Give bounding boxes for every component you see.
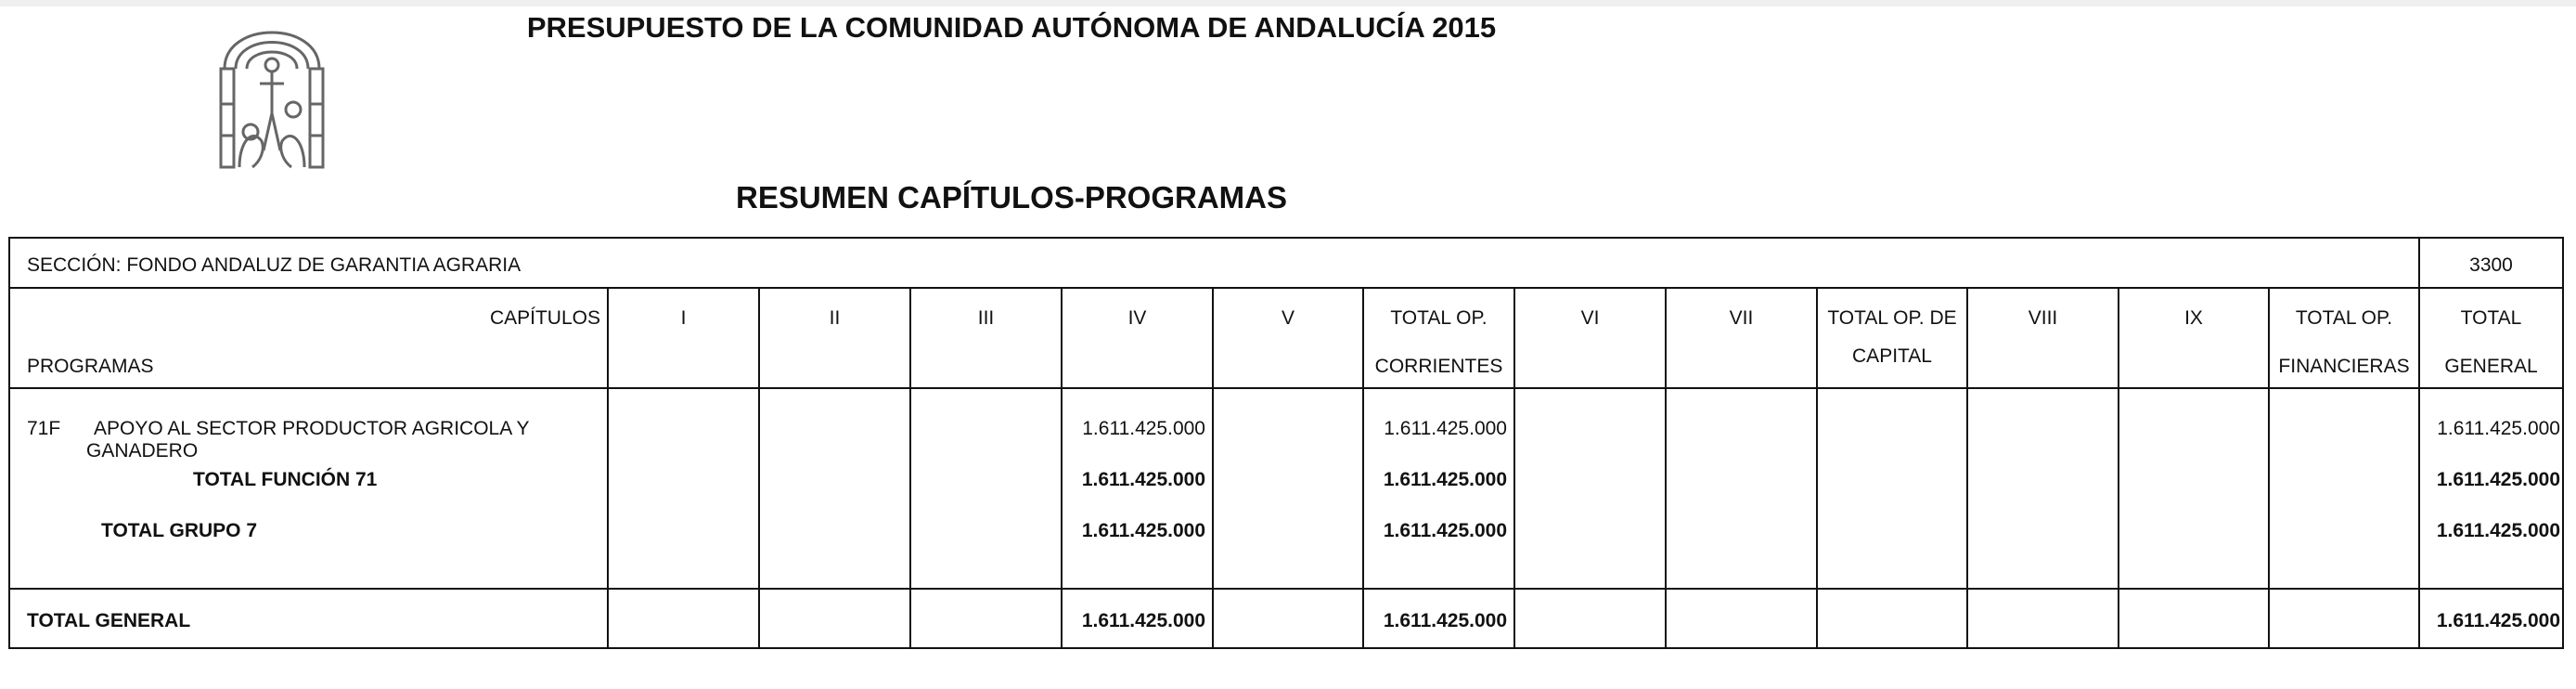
total-funcion-corrientes-value: 1.611.425.000	[1383, 469, 1507, 490]
total-grupo-corrientes-value: 1.611.425.000	[1383, 520, 1507, 541]
table-divider	[10, 588, 2562, 590]
page-subtitle: RESUMEN CAPÍTULOS-PROGRAMAS	[735, 180, 1288, 214]
column-divider	[1665, 287, 1667, 649]
program-total-general-value: 1.611.425.000	[2437, 418, 2560, 439]
column-divider	[1061, 287, 1063, 649]
header-col-total-capital-line1: TOTAL OP. DE	[1827, 307, 1957, 329]
total-funcion-iv-value: 1.611.425.000	[1081, 469, 1205, 490]
header-col-ix: IX	[2184, 307, 2203, 329]
header-col-total-capital-line2: CAPITAL	[1852, 345, 1932, 367]
header-col-iv: IV	[1127, 307, 1147, 329]
table-divider	[10, 287, 2562, 289]
column-divider	[1212, 287, 1214, 649]
total-grupo-label: TOTAL GRUPO 7	[101, 520, 258, 541]
total-grupo-general-value: 1.611.425.000	[2436, 520, 2560, 541]
column-divider	[2118, 287, 2119, 649]
header-col-vii: VII	[1729, 307, 1754, 329]
header-col-viii: VIII	[2028, 307, 2058, 329]
total-funcion-general-value: 1.611.425.000	[2436, 469, 2560, 490]
header-col-i: I	[680, 307, 687, 329]
column-divider	[1966, 287, 1968, 649]
header-col-total-financieras-line1: TOTAL OP.	[2295, 307, 2393, 329]
header-capitulos: CAPÍTULOS	[489, 307, 600, 329]
column-divider	[2418, 239, 2420, 649]
top-strip	[0, 0, 2576, 6]
header-col-total-corrientes-line2: CORRIENTES	[1374, 356, 1503, 377]
section-code: 3300	[2469, 254, 2513, 276]
header-col-vi: VI	[1580, 307, 1600, 329]
column-divider	[1513, 287, 1515, 649]
program-name-line2: GANADERO	[86, 440, 199, 462]
program-name-line1: APOYO AL SECTOR PRODUCTOR AGRICOLA Y	[94, 418, 530, 439]
column-divider	[2268, 287, 2270, 649]
program-total-corrientes-value: 1.611.425.000	[1384, 418, 1507, 439]
header-col-total-corrientes-line1: TOTAL OP.	[1390, 307, 1488, 329]
column-divider	[1362, 287, 1364, 649]
section-label: SECCIÓN: FONDO ANDALUZ DE GARANTIA AGRARIA	[27, 254, 522, 276]
summary-table	[8, 237, 2564, 649]
header-programas: PROGRAMAS	[27, 356, 154, 377]
header-col-ii: II	[829, 307, 841, 329]
header-col-total-general-line2: GENERAL	[2444, 356, 2538, 377]
total-funcion-label: TOTAL FUNCIÓN 71	[193, 469, 378, 490]
program-code: 71F	[27, 418, 61, 439]
program-iv-value: 1.611.425.000	[1082, 418, 1205, 439]
total-general-label: TOTAL GENERAL	[27, 610, 191, 631]
total-grupo-iv-value: 1.611.425.000	[1081, 520, 1205, 541]
column-divider	[607, 287, 609, 649]
header-col-total-financieras-line2: FINANCIERAS	[2278, 356, 2410, 377]
table-divider	[10, 387, 2562, 389]
total-general-corrientes-value: 1.611.425.000	[1383, 610, 1507, 631]
column-divider	[758, 287, 760, 649]
column-divider	[1816, 287, 1818, 649]
header-col-v: V	[1281, 307, 1294, 329]
header-col-iii: III	[977, 307, 995, 329]
page-title: PRESUPUESTO DE LA COMUNIDAD AUTÓNOMA DE ANDALUCÍA 2015	[526, 11, 1497, 44]
total-general-iv-value: 1.611.425.000	[1081, 610, 1205, 631]
column-divider	[909, 287, 911, 649]
header-col-total-general-line1: TOTAL	[2460, 307, 2522, 329]
total-general-general-value: 1.611.425.000	[2436, 610, 2560, 631]
